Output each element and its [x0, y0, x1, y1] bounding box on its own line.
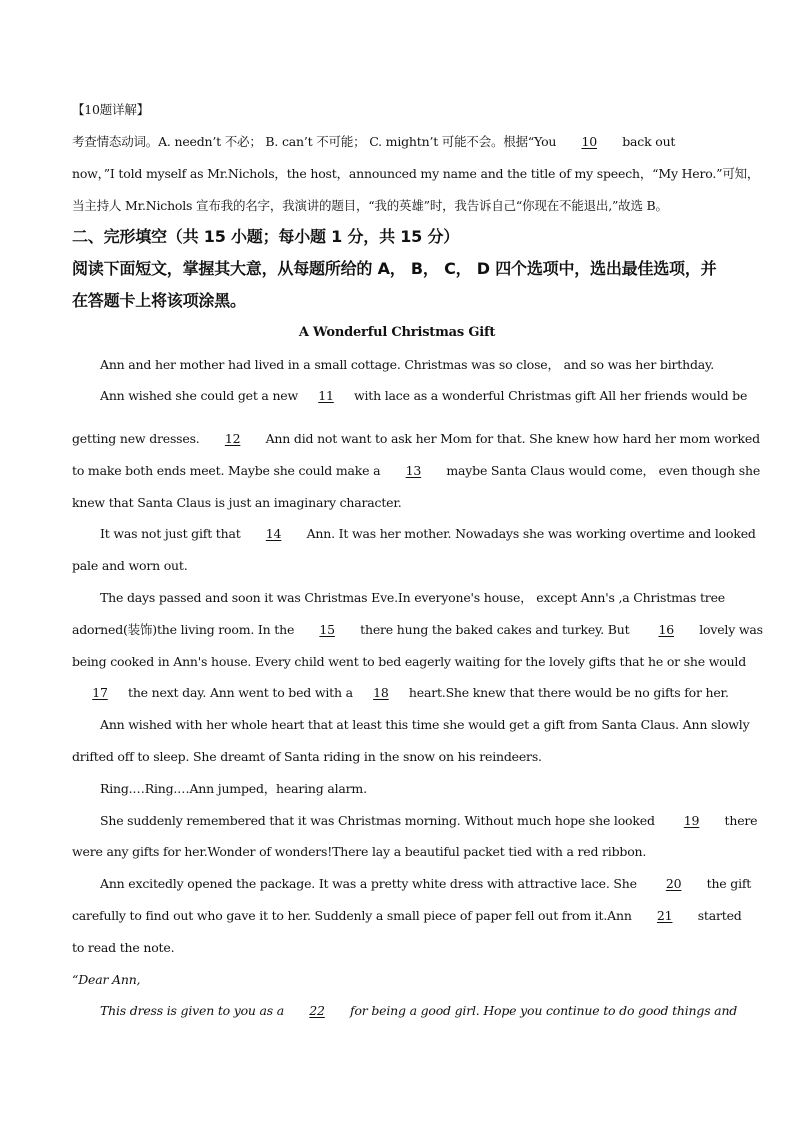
passage-line	[100, 1002, 738, 1020]
blank-18: 18	[373, 685, 389, 700]
passage-text: Ann. It was her mother. Nowadays she was working overtime and looked	[306, 526, 756, 541]
blank-12: 12	[224, 431, 241, 446]
passage-text: It was not just gift that	[100, 526, 241, 541]
blank-13: 13	[405, 463, 422, 478]
blank-20: 20	[665, 876, 682, 891]
passage-text: adorned(装饰)the living room. In the	[72, 622, 295, 637]
passage-line	[100, 525, 756, 543]
blank-14: 14	[265, 526, 282, 541]
blank-16: 16	[658, 622, 674, 637]
passage-text: for being a good girl. Hope you continue to do good things and	[350, 1003, 738, 1018]
passage-text: the gift	[706, 876, 752, 891]
detail-text: back out	[622, 134, 676, 149]
section-instruction-2: 在答题卡上将该项涂黑。	[72, 291, 246, 310]
passage-text: Ann wished she could get a new	[100, 388, 298, 403]
detail-text: 考查情态动词。A. needn’t 不必； B. can’t 不可能； C. mightn’t 可能不会。根据“You	[72, 134, 557, 149]
blank-10: 10	[581, 134, 597, 149]
blank-15: 15	[319, 622, 335, 637]
passage-line: The days passed and soon it was Christmas Eve.In everyone's house， except Ann's ,a Christmas tree	[100, 590, 725, 605]
passage-text: She suddenly remembered that it was Christmas morning. Without much hope she looked	[100, 813, 655, 828]
detail-line-1	[72, 133, 726, 151]
passage-line: drifted off to sleep. She dreamt of Santa riding in the snow on his reindeers.	[72, 749, 542, 764]
passage-line	[100, 387, 748, 405]
passage-line: to read the note.	[72, 940, 175, 955]
blank-19: 19	[683, 813, 700, 828]
passage-line	[72, 430, 760, 448]
passage-text: lovely was	[699, 622, 763, 637]
passage-text: getting new dresses.	[72, 431, 200, 446]
letter-greeting: “Dear Ann,	[72, 972, 141, 987]
passage-line	[72, 907, 742, 925]
passage-text: This dress is given to you as a	[100, 1003, 285, 1018]
passage-line: Ann wished with her whole heart that at least this time she would get a gift from Santa Claus. Ann slowly	[100, 717, 750, 732]
passage-line: were any gifts for her.Wonder of wonders!There lay a beautiful packet tied with a red ribbon.	[72, 844, 647, 859]
passage-line	[72, 462, 761, 480]
passage-line: knew that Santa Claus is just an imaginary character.	[72, 495, 402, 510]
passage-line	[72, 621, 763, 639]
passage-text: Ann did not want to ask her Mom for that. She knew how hard her mom worked	[265, 431, 760, 446]
blank-21: 21	[656, 908, 673, 923]
detail-line-2: now，”I told myself as Mr.Nichols，the host，announced my name and the title of my speech，“My Hero.”可知，	[72, 166, 760, 181]
passage-text: maybe Santa Claus would come， even though she	[446, 463, 761, 478]
passage-text: carefully to find out who gave it to her. Suddenly a small piece of paper fell out from it.Ann	[72, 908, 632, 923]
passage-text: started	[697, 908, 742, 923]
blank-11: 11	[318, 388, 334, 403]
passage-line	[100, 812, 758, 830]
passage-text: there	[724, 813, 758, 828]
passage-text: heart.She knew that there would be no gifts for her.	[408, 685, 729, 700]
passage-line: being cooked in Ann's house. Every child went to bed eagerly waiting for the lovely gifts that he or she would	[72, 654, 747, 669]
passage-line	[72, 684, 729, 702]
passage-text: to make both ends meet. Maybe she could make a	[72, 463, 381, 478]
detail-header: 【10题详解】	[72, 102, 150, 117]
passage-text: the next day. Ann went to bed with a	[128, 685, 353, 700]
section-instruction-1: 阅读下面短文，掌握其大意，从每题所给的 A， B， C， D 四个选项中，选出最佳选项，并	[72, 259, 717, 278]
detail-line-3: 当主持人 Mr.Nichols 宣布我的名字，我演讲的题目，“我的英雄”时，我告诉自己“你现在不能退出,”故选 B。	[72, 198, 668, 213]
passage-text: there hung the baked cakes and turkey. But	[360, 622, 630, 637]
passage-line: Ring.…Ring.…Ann jumped，hearing alarm.	[100, 781, 367, 796]
passage-title: A Wonderful Christmas Gift	[298, 325, 496, 340]
passage-line: Ann and her mother had lived in a small cottage. Christmas was so close， and so was her birthday.	[100, 357, 714, 372]
passage-text: with lace as a wonderful Christmas gift All her friends would be	[354, 388, 748, 403]
blank-17: 17	[92, 685, 108, 700]
blank-22: 22	[309, 1003, 325, 1018]
passage-line: pale and worn out.	[72, 558, 188, 573]
passage-line	[100, 875, 752, 893]
passage-text: Ann excitedly opened the package. It was a pretty white dress with attractive lace. She	[100, 876, 637, 891]
section-heading: 二、完形填空（共 15 小题；每小题 1 分，共 15 分）	[72, 227, 460, 246]
